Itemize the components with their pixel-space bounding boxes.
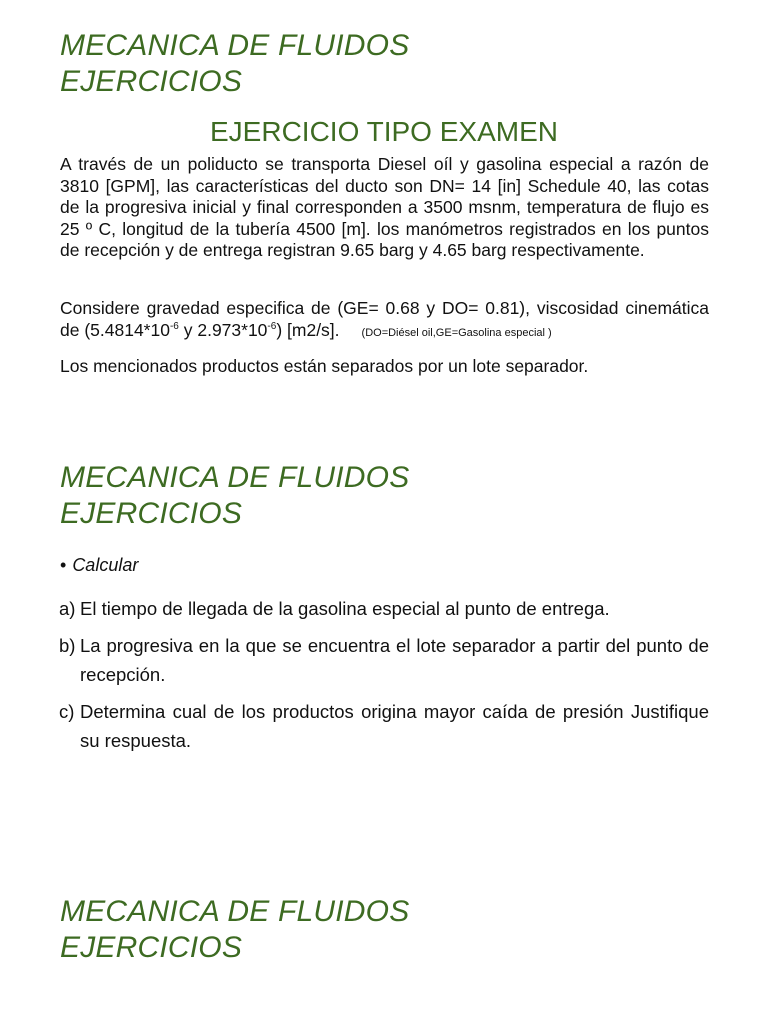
bullet-text: Calcular xyxy=(72,555,139,575)
title-line-1: MECANICA DE FLUIDOS xyxy=(60,29,410,62)
item-marker: a) xyxy=(59,598,76,619)
item-text: Determina cual de los productos origina mayor caída de presión Justifique su respuesta. xyxy=(80,701,709,751)
title-line-1: MECANICA DE FLUIDOS xyxy=(60,461,410,494)
question-item-c xyxy=(59,697,709,755)
slide-title xyxy=(60,460,409,532)
title-line-2: EJERCICIOS xyxy=(60,65,243,98)
exponent-2: -6 xyxy=(267,320,277,332)
abbreviation-note: (DO=Diésel oil,GE=Gasolina especial ) xyxy=(361,326,552,339)
slide-title xyxy=(60,894,409,966)
item-marker: b) xyxy=(59,635,76,656)
problem-paragraph-2 xyxy=(60,298,709,344)
exponent-1: -6 xyxy=(169,320,179,332)
problem-paragraph-3: Los mencionados productos están separados por un lote separador. xyxy=(60,356,589,376)
calcular-bullet xyxy=(60,553,138,577)
item-marker: c) xyxy=(59,701,75,722)
question-item-b xyxy=(59,631,709,689)
exam-heading: EJERCICIO TIPO EXAMEN xyxy=(210,116,558,147)
title-line-2: EJERCICIOS xyxy=(60,931,243,964)
paragraph-2-text-c: ) [m2/s]. xyxy=(276,319,340,340)
item-text: La progresiva en la que se encuentra el lote separador a partir del punto de recepción. xyxy=(80,635,709,685)
title-line-1: MECANICA DE FLUIDOS xyxy=(60,895,410,928)
paragraph-2-text-b: y 2.973*10 xyxy=(178,319,268,340)
problem-paragraph-1: A través de un poliducto se transporta Diesel oíl y gasolina especial a razón de 3810 [GPM], las características del ducto son DN= 14 [in] Schedule 40, las cotas de la progresiva inicial y final corresponden a 3500 msnm, temperatura de flujo es 25 º C, longitud de la tubería 4500 [m]. los manómetros registrados en los puntos de recepción y de entrega registran 9.65 barg y 4.65 barg respectivamente. xyxy=(60,154,709,260)
item-text: El tiempo de llegada de la gasolina especial al punto de entrega. xyxy=(80,598,610,619)
title-line-2: EJERCICIOS xyxy=(60,497,243,530)
question-item-a xyxy=(59,594,709,623)
paragraph-2-text-a: Considere gravedad especifica de (GE= 0.68 y DO= 0.81), viscosidad cinemática de (5.4814*10 xyxy=(60,298,709,340)
bullet-dot: • xyxy=(60,555,67,575)
slide-title xyxy=(60,28,409,100)
